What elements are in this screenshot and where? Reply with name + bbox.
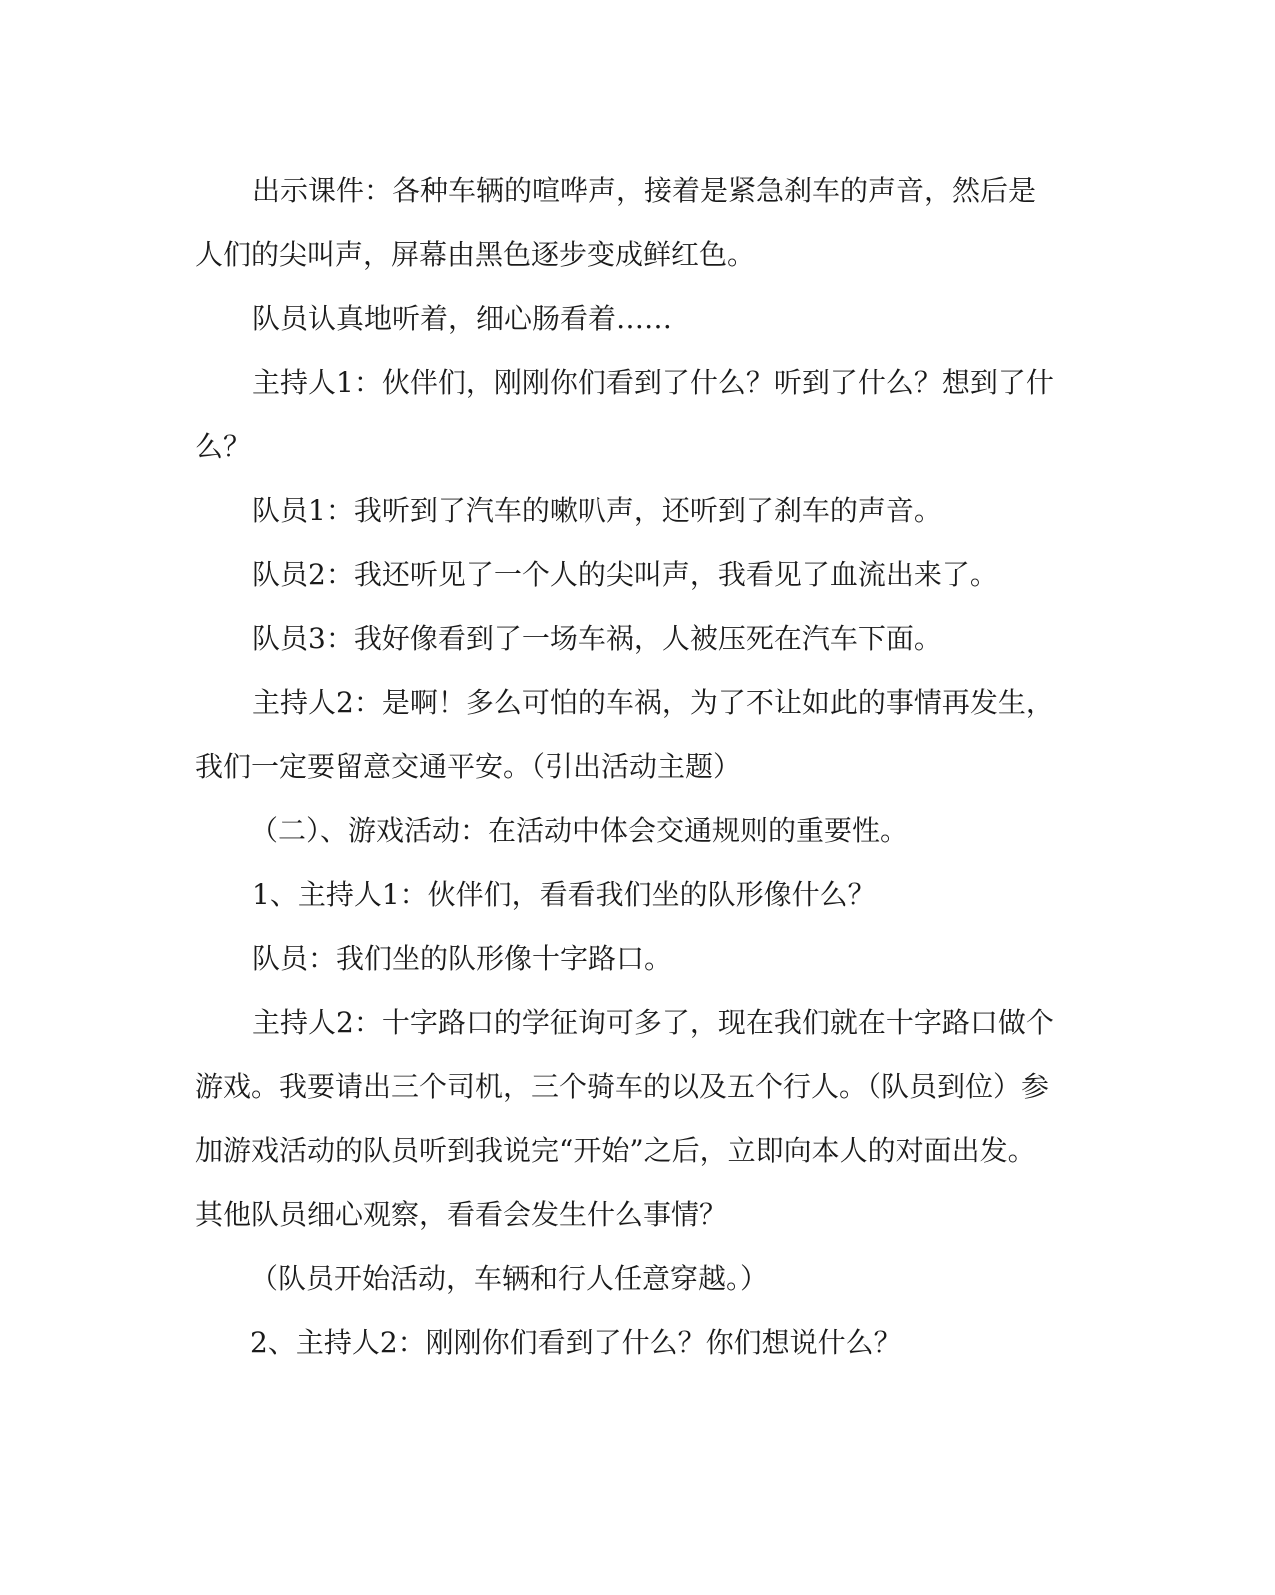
paragraph-courseware: 出示课件：各种车辆的喧哗声，接着是紧急刹车的声音，然后是人们的尖叫声，屏幕由黑色逐步变成鲜红色。 xyxy=(195,174,1037,271)
paragraph-host2-question: 2、主持人2：刚刚你们看到了什么？你们想说什么？ xyxy=(250,1326,902,1359)
document-body xyxy=(195,159,1055,1375)
paragraph-host2-game: 主持人2：十字路口的学征询可多了，现在我们就在十字路口做个游戏。我要请出三个司机，三个骑车的以及五个行人。（队员到位）参加游戏活动的队员听到我说完“开始”之后，立即向本人的对面出发。其他队员细心观察，看看会发生什么事情？ xyxy=(195,1006,1054,1231)
paragraph-listening: 队员认真地听着，细心肠看着…… xyxy=(252,302,673,335)
paragraph-member3: 队员3：我好像看到了一场车祸，人被压死在汽车下面。 xyxy=(252,622,942,655)
paragraph-member-crossroad: 队员：我们坐的队形像十字路口。 xyxy=(252,942,673,975)
paragraph-member2: 队员2：我还听见了一个人的尖叫声，我看见了血流出来了。 xyxy=(252,558,998,591)
paragraph-host1-question: 主持人1：伙伴们，刚刚你们看到了什么？听到了什么？想到了什么？ xyxy=(195,366,1054,463)
paragraph-activity-note: （队员开始活动，车辆和行人任意穿越。） xyxy=(250,1262,769,1295)
paragraph-member1: 队员1：我听到了汽车的嗽叭声，还听到了刹车的声音。 xyxy=(252,494,942,527)
section-heading-game: （二）、游戏活动：在活动中体会交通规则的重要性。 xyxy=(250,814,909,847)
paragraph-host2-theme: 主持人2：是啊！多么可怕的车祸，为了不让如此的事情再发生，我们一定要留意交通平安。（引出活动主题） xyxy=(195,686,1054,783)
paragraph-host1-formation: 1、主持人1：伙伴们，看看我们坐的队形像什么？ xyxy=(252,878,876,911)
